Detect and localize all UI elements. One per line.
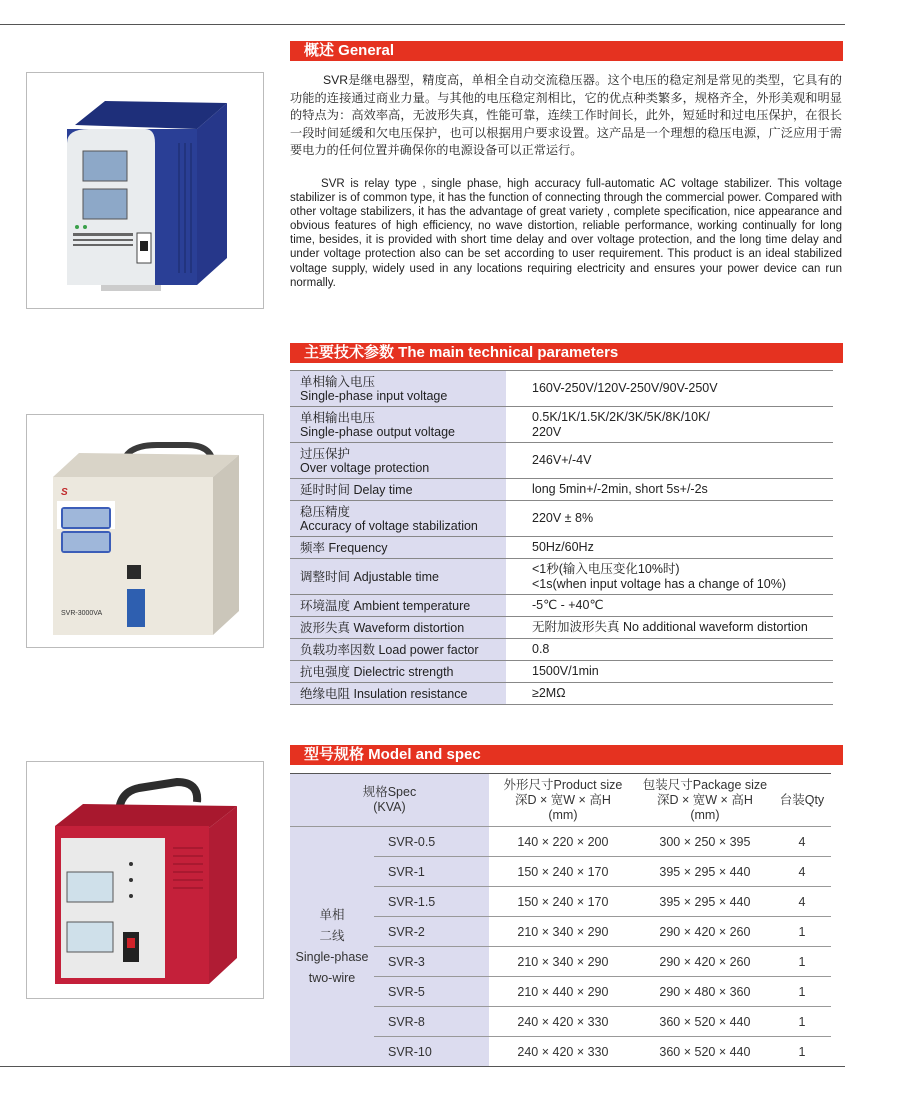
param-row [290,595,833,617]
package-size-cell: 290 × 420 × 260 [637,917,773,947]
product-photo-blue [26,72,264,309]
param-value: ≥2MΩ [506,683,833,705]
qty-cell: 1 [773,1037,831,1067]
param-value: -5℃ - +40℃ [506,595,833,617]
param-row [290,559,833,595]
top-rule [0,24,845,25]
product-size-cell: 210 × 440 × 290 [489,977,637,1007]
param-name: 调整时间 Adjustable time [290,559,506,595]
package-size-cell: 290 × 420 × 260 [637,947,773,977]
package-size-cell: 395 × 295 × 440 [637,887,773,917]
param-name: 延时时间 Delay time [290,479,506,501]
qty-cell: 1 [773,947,831,977]
param-name: 负载功率因数 Load power factor [290,639,506,661]
package-size-cell: 300 × 250 × 395 [637,827,773,857]
product-size-cell: 150 × 240 × 170 [489,887,637,917]
product-size-cell: 240 × 420 × 330 [489,1007,637,1037]
qty-cell: 1 [773,977,831,1007]
bottom-rule [0,1066,845,1067]
param-row [290,371,833,407]
model-cell: SVR-5 [374,977,489,1007]
param-name: 波形失真 Waveform distortion [290,617,506,639]
svg-text:S: S [61,487,68,498]
param-value: <1秒(输入电压变化10%时) <1s(when input voltage has a change of 10%) [506,559,833,595]
model-cell: SVR-2 [374,917,489,947]
qty-cell: 4 [773,827,831,857]
section-heading-general: 概述 General [290,41,843,61]
package-size-cell: 395 × 295 × 440 [637,857,773,887]
col-header-spec: 规格Spec (KVA) [290,774,489,827]
param-name: 绝缘电阻 Insulation resistance [290,683,506,705]
param-name: 过压保护 Over voltage protection [290,443,506,479]
param-row [290,537,833,559]
general-text-en: SVR is relay type , single phase, high accuracy full-automatic AC voltage stabilizer. This voltage stabilizer is of common type, it has the function of connecting through the commercial power. Compared with other voltage stabilizers, it has the advantage of great variety , complete specification, nice appearance and obvious features of high efficiency, no wave distortion, reliable performance, working continually for long time, besides, it is provided with short time delay and over voltage protection, and the long time delay and under voltage protection also can be set according to user requirement. This product is an ideal stabilized voltage supply, widely used in any locations requiring electricity and ensures your power device can run normally. [290,178,842,289]
param-row [290,407,833,443]
model-cell: SVR-1.5 [374,887,489,917]
param-value: 50Hz/60Hz [506,537,833,559]
package-size-cell: 290 × 480 × 360 [637,977,773,1007]
product-size-cell: 240 × 420 × 330 [489,1037,637,1067]
group-label: 单相 二线 Single-phase two-wire [290,827,374,1067]
model-cell: SVR-10 [374,1037,489,1067]
param-value: long 5min+/-2min, short 5s+/-2s [506,479,833,501]
section-heading-spec: 型号规格 Model and spec [290,745,843,765]
general-text-cn: SVR是继电器型，精度高，单相全自动交流稳压器。这个电压的稳定剂是常见的类型，它具有的功能的连接通过商业力量。与其他的电压稳定剂相比，它的优点种类繁多，规格齐全，外形美观和明显的特点为：高效率高，无波形失真，性能可靠，连续工作时间长，此外，短延时和过电压保护，在很长一段时间延缓和欠电压保护，也可以根据用户要求设置。这产品是一个理想的稳压电源，广泛应用于需要电力的任何位置并确保你的电源设备可以正常运行。 [290,73,842,158]
model-cell: SVR-8 [374,1007,489,1037]
package-size-cell: 360 × 520 × 440 [637,1037,773,1067]
qty-cell: 4 [773,887,831,917]
param-value: 1500V/1min [506,661,833,683]
param-row [290,683,833,705]
param-value: 160V-250V/120V-250V/90V-250V [506,371,833,407]
front-label: SVR-3000VA [61,610,103,617]
param-value: 0.5K/1K/1.5K/2K/3K/5K/8K/10K/ 220V [506,407,833,443]
spec-table [290,773,831,1067]
params-table [290,370,833,705]
col-header-package-size: 包装尺寸Package size 深D × 宽W × 高H (mm) [637,774,773,827]
qty-cell: 1 [773,1007,831,1037]
model-cell: SVR-3 [374,947,489,977]
param-value: 220V ± 8% [506,501,833,537]
col-header-product-size: 外形尺寸Product size 深D × 宽W × 高H (mm) [489,774,637,827]
param-row [290,639,833,661]
param-value: 0.8 [506,639,833,661]
model-cell: SVR-0.5 [374,827,489,857]
param-row [290,479,833,501]
product-size-cell: 140 × 220 × 200 [489,827,637,857]
param-row [290,501,833,537]
param-name: 稳压精度 Accuracy of voltage stabilization [290,501,506,537]
col-header-qty: 台装Qty [773,774,831,827]
qty-cell: 1 [773,917,831,947]
product-size-cell: 210 × 340 × 290 [489,947,637,977]
product-size-cell: 150 × 240 × 170 [489,857,637,887]
package-size-cell: 360 × 520 × 440 [637,1007,773,1037]
section-heading-params: 主要技术参数 The main technical parameters [290,343,843,363]
product-photo-red [26,761,264,999]
qty-cell: 4 [773,857,831,887]
param-name: 单相输入电压 Single-phase input voltage [290,371,506,407]
param-row [290,617,833,639]
param-name: 单相输出电压 Single-phase output voltage [290,407,506,443]
param-row [290,661,833,683]
param-name: 抗电强度 Dielectric strength [290,661,506,683]
spec-row [290,827,831,857]
param-row [290,443,833,479]
param-name: 频率 Frequency [290,537,506,559]
product-size-cell: 210 × 340 × 290 [489,917,637,947]
param-value: 无附加波形失真 No additional waveform distortion [506,617,833,639]
model-cell: SVR-1 [374,857,489,887]
param-name: 环境温度 Ambient temperature [290,595,506,617]
param-value: 246V+/-4V [506,443,833,479]
product-photo-white [26,414,264,648]
